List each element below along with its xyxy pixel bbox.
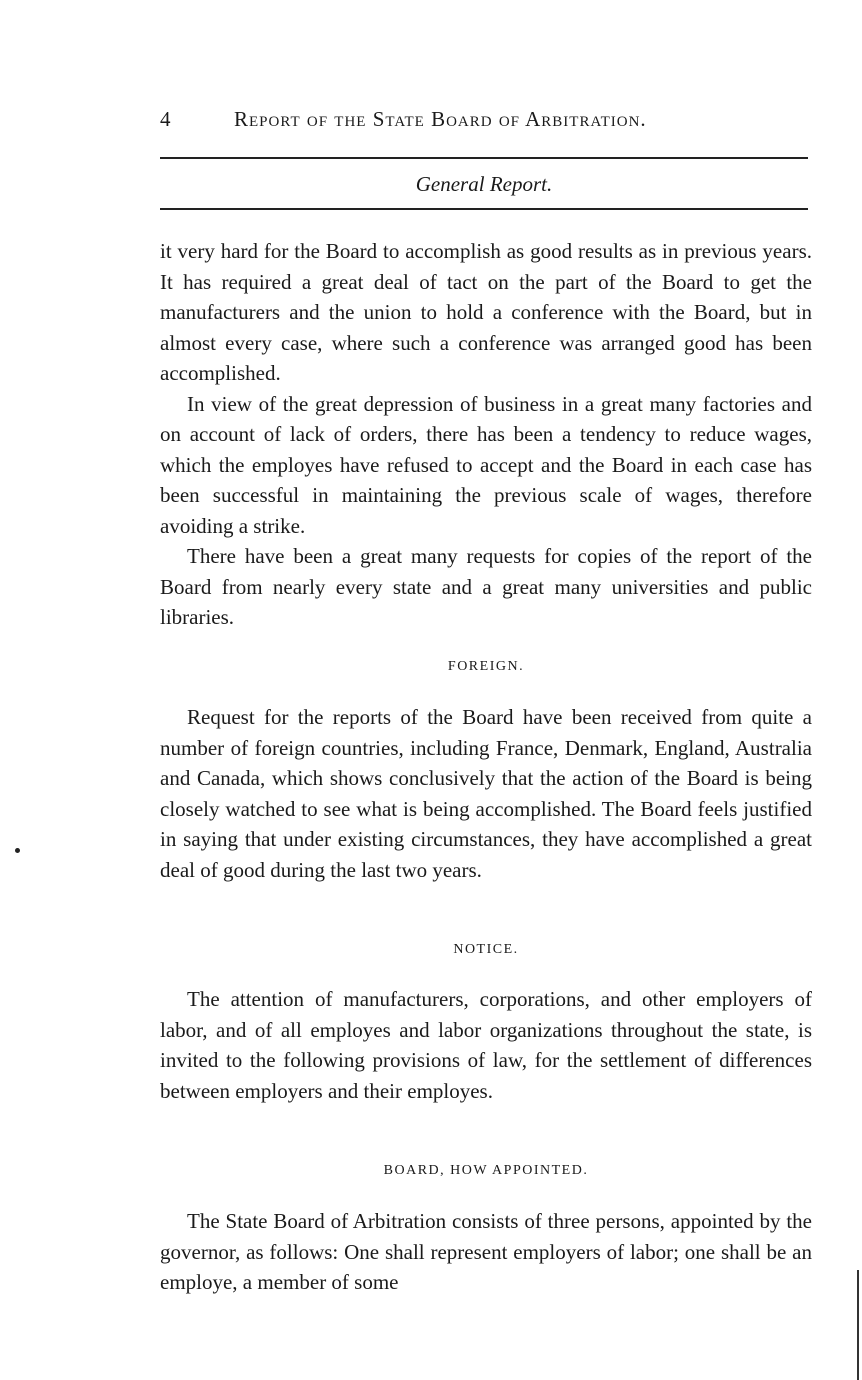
foreign-paragraph: Request for the reports of the Board have been received from quite a number of foreign countries, including France, Denmark, England, Australia and Canada, which shows conclusively that the action of the Board is being closely watched to see what is being accomplished. The Board feels justified in saying that under existing circumstances, they have accomplished a great deal of good during the last two years.	[160, 705, 812, 882]
page-edge-line	[857, 1270, 859, 1380]
board-heading: BOARD, HOW APPOINTED.	[383, 1163, 589, 1178]
intro-text	[160, 236, 812, 633]
page-number: 4	[160, 106, 171, 131]
board-paragraph: The State Board of Arbitration consists of three persons, appointed by the governor, as follows: One shall represent employers of labor; one shall be an employe, a member of some	[160, 1209, 812, 1294]
notice-paragraph: The attention of manufacturers, corporations, and other employers of labor, and of all employes and labor organizations throughout the state, is invited to the following provisions of law, for the settlement of differences between employers and their employes.	[160, 987, 812, 1103]
header-rule-top	[160, 157, 808, 159]
foreign-text	[160, 702, 812, 885]
intro-paragraph-1: it very hard for the Board to accomplish as good results as in previous years. It has required a great deal of tact on the part of the Board to get the manufacturers and the union to hold a conference with the Board, but in almost every case, where such a conference was arranged good has been accomplished.	[160, 239, 812, 385]
notice-text	[160, 984, 812, 1106]
section-heading: General Report.	[415, 172, 553, 196]
intro-paragraph-2: In view of the great depression of business in a great many factories and on account of lack of orders, there has been a tendency to reduce wages, which the employes have refused to accept and the Board in each case has been successful in maintaining the previous scale of wages, therefore avoiding a strike.	[160, 391, 812, 538]
intro-paragraph-3: There have been a great many requests for copies of the report of the Board from nearly every state and a great many universities and public libraries.	[160, 544, 812, 629]
header-rule-bottom	[160, 208, 808, 210]
running-title: Report of the State Board of Arbitration.	[234, 106, 647, 131]
board-text	[160, 1206, 812, 1298]
foreign-heading: FOREIGN.	[447, 659, 525, 674]
margin-speck	[15, 848, 20, 853]
page-header	[160, 102, 810, 136]
notice-heading: NOTICE.	[453, 942, 519, 957]
